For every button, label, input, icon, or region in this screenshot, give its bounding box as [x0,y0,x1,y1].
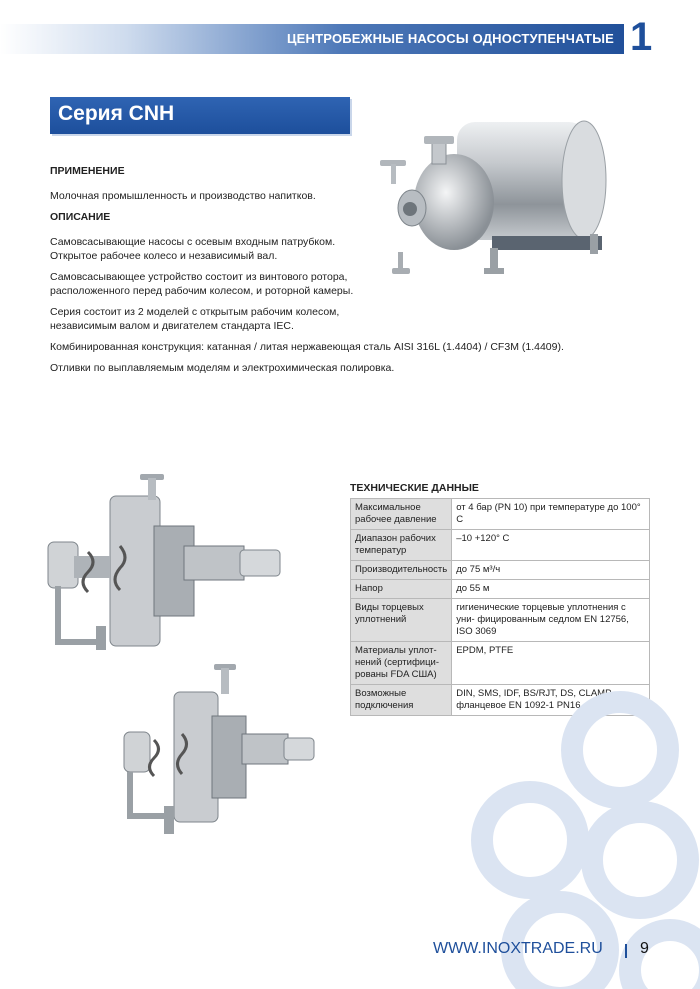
chapter-number: 1 [630,15,653,59]
table-row [351,580,650,599]
pump-photo [372,112,612,292]
spec-value: до 55 м [452,580,650,599]
description-paragraph-4: Комбинированная конструкция: катанная / литая нержавеющая сталь AISI 316L (1.4404) / CF3M (1.4409). [50,341,564,353]
page-number: 9 [640,940,649,957]
tech-data-heading: ТЕХНИЧЕСКИЕ ДАННЫЕ [350,482,479,494]
spec-value: –10 +120° С [452,530,650,561]
description-paragraph-1: Самовсасывающие насосы с осевым входным патрубком. Открытое рабочее колесо и независимый вал. [50,236,336,262]
series-title: Серия CNH [58,102,175,125]
text-block [50,164,564,382]
header-bar [0,24,624,54]
series-banner [50,97,350,134]
header-title: ЦЕНТРОБЕЖНЫЕ НАСОСЫ ОДНОСТУПЕНЧАТЫЕ [286,31,614,46]
spec-label: Максимальное рабочее давление [351,499,452,530]
application-text: Молочная промышленность и производство напитков. [50,190,316,202]
description-paragraph-5: Отливки по выплавляемым моделям и электрохимическая полировка. [50,362,395,374]
description-paragraph-3: Серия состоит из 2 моделей с открытым рабочим колесом, независимым валом и двигателем стандарта IEC. [50,306,340,332]
application-heading: ПРИМЕНЕНИЕ [50,165,125,177]
spec-value: DIN, SMS, IDF, BS/RJT, DS, CLAMP, фланцевое EN 1092-1 PN16 [452,685,650,716]
table-row [351,599,650,642]
description-heading: ОПИСАНИЕ [50,211,111,223]
tech-data-table [350,498,650,716]
description-paragraph-2: Самовсасывающее устройство состоит из винтового ротора, расположенного перед рабочим колесом, и роторной камеры. [50,271,354,297]
spec-label: Виды торцевых уплотнений [351,599,452,642]
table-row [351,499,650,530]
spec-label: Материалы уплот- нений (сертифици- рованы FDA США) [351,642,452,685]
footer-separator [625,944,627,958]
spec-value: от 4 бар (PN 10) при температуре до 100° С [452,499,650,530]
spec-label: Диапазон рабочих температур [351,530,452,561]
footer-url[interactable]: WWW.INOXTRADE.RU [433,940,603,957]
spec-label: Напор [351,580,452,599]
table-row [351,561,650,580]
table-row [351,642,650,685]
pump-cross-section-2 [118,660,318,850]
spec-label: Возможные подключения [351,685,452,716]
spec-value: EPDM, PTFE [452,642,650,685]
pump-cross-section-1 [44,466,294,666]
spec-value: до 75 м³/ч [452,561,650,580]
spec-value: гигиенические торцевые уплотнения с уни- фицированным седлом EN 12756, ISO 3069 [452,599,650,642]
table-row [351,530,650,561]
spec-label: Производительность [351,561,452,580]
